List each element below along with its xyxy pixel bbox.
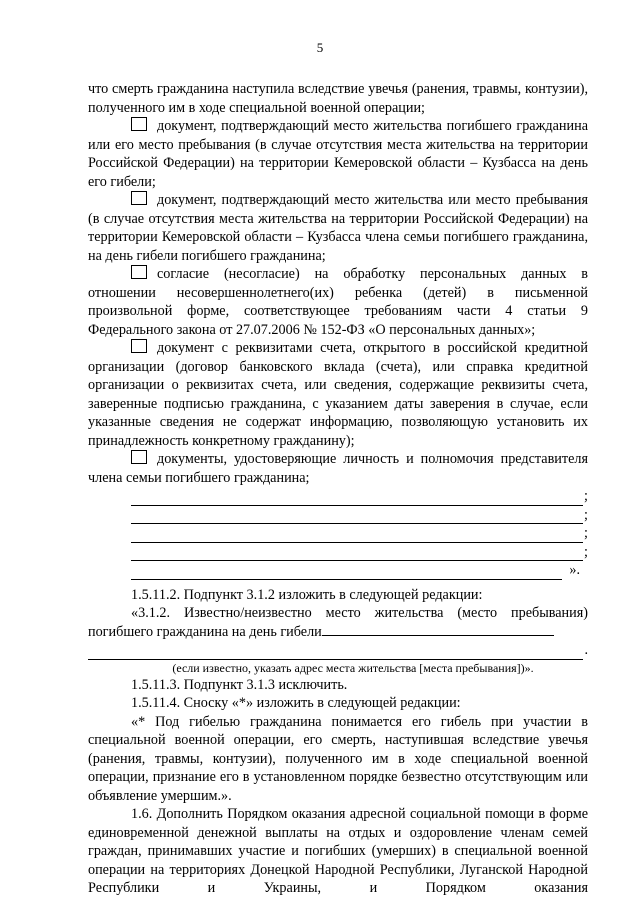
paragraph-footnote: «* Под гибелью гражданина понимается его гибель при участии в специальной военной операции, его смерть, наступившая вследствие увечья (ранения, травмы, контузии), полученного им в ходе специальной военной операции, признание его в установленном порядке безвестно отсутствующим или объявление умершим.». bbox=[88, 713, 588, 804]
blank-line-end: . bbox=[584, 642, 588, 658]
paragraph-1-5-11-3: 1.5.11.3. Подпункт 3.1.3 исключить. bbox=[131, 676, 348, 693]
paragraph-1-6: 1.6. Дополнить Порядком оказания адресной социальной помощи в форме единовременной денежной выплаты на отдых и оздоровление членам семей граждан, принимавших участие и погибших (умерших) в специальной военной операции на территориях Донецкой Народной Республики, Луганской Народной Республики и Украины, и Порядком оказания bbox=[88, 806, 588, 896]
paragraph-residence-deceased bbox=[88, 117, 588, 191]
paragraph-text: документы, удостоверяющие личность и полномочия представителя члена семьи погибшего гражданина; bbox=[88, 451, 588, 486]
address-blank-line[interactable] bbox=[88, 641, 588, 660]
page-number: 5 bbox=[316, 40, 324, 55]
paragraph-residence-family bbox=[88, 191, 588, 265]
address-blank-inline[interactable] bbox=[322, 623, 554, 636]
checkbox-residence-family[interactable] bbox=[131, 191, 147, 205]
blank-line-end: ; bbox=[584, 543, 588, 560]
blank-underline[interactable] bbox=[131, 565, 562, 580]
blank-underline[interactable] bbox=[131, 491, 583, 506]
paragraph-text: документ, подтверждающий место жительства или место пребывания (в случае отсутствия места жительства на территории Российской Федерации) на территории Кемеровской области – Кузбасса члена семьи погибшего гражданина, на день гибели погибшего гражданина; bbox=[88, 192, 588, 264]
paragraph-consent bbox=[88, 265, 588, 339]
paragraph-bank-account bbox=[88, 339, 588, 450]
checkbox-consent[interactable] bbox=[131, 265, 147, 279]
blank-line-1[interactable] bbox=[88, 487, 588, 506]
blank-line-2[interactable] bbox=[88, 506, 588, 525]
blank-underline[interactable] bbox=[131, 509, 583, 524]
blank-line-5[interactable] bbox=[88, 561, 588, 580]
paragraph-1-5-11-4: 1.5.11.4. Сноску «*» изложить в следующей редакции: bbox=[131, 695, 461, 711]
checkbox-residence-deceased[interactable] bbox=[131, 117, 147, 131]
checkbox-representative[interactable] bbox=[131, 450, 147, 464]
document-body bbox=[88, 80, 588, 898]
paragraph-text: документ, подтверждающий место жительства погибшего гражданина или его место пребывания (в случае отсутствия места жительства на территории Российской Федерации) на территории Кемеровской области – Кузбасса на день его гибели; bbox=[88, 118, 588, 190]
blank-line-end: ; bbox=[584, 506, 588, 523]
paragraph-representative bbox=[88, 450, 588, 487]
blank-underline[interactable] bbox=[131, 528, 583, 543]
blank-underline[interactable] bbox=[88, 645, 583, 660]
checkbox-bank-account[interactable] bbox=[131, 339, 147, 353]
blank-line-end: ». bbox=[569, 562, 580, 578]
blank-underline[interactable] bbox=[131, 546, 583, 561]
blank-line-end: ; bbox=[584, 488, 588, 504]
blank-line-4[interactable] bbox=[88, 543, 588, 562]
blank-line-3[interactable] bbox=[88, 524, 588, 543]
paragraph-3-1-2 bbox=[88, 604, 588, 641]
paragraph-death-cause: что смерть гражданина наступила вследствие увечья (ранения, травмы, контузии), полученного им в ходе специальной военной операции; bbox=[88, 81, 588, 116]
blank-line-end: ; bbox=[584, 525, 588, 541]
paragraph-text: «3.1.2. Известно/неизвестно место жительства (место пребывания) погибшего гражданина на день гибели bbox=[88, 605, 588, 640]
paragraph-text: согласие (несогласие) на обработку персональных данных в отношении несовершеннолетнего(их) ребенка (детей) в письменной произвольной форме, соответствующее требованиям части 4 статьи 9 Федерального закона от 27.07.2006 № 152-ФЗ «О персональных данных»; bbox=[88, 266, 588, 338]
paragraph-text: документ с реквизитами счета, открытого в российской кредитной организации (договор банковского вклада (счета), или справка кредитной организации о реквизитах счета, или сведения, содержащие реквизиты счета, заверенные подписью гражданина, с указанием даты заверения в случае, если указанные сведения не содержат информацию, позволяющую установить их принадлежность конкретному гражданину); bbox=[88, 340, 588, 449]
paragraph-1-5-11-2: 1.5.11.2. Подпункт 3.1.2 изложить в следующей редакции: bbox=[131, 586, 483, 603]
address-note: (если известно, указать адрес места жительства [места пребывания])». bbox=[172, 660, 534, 675]
